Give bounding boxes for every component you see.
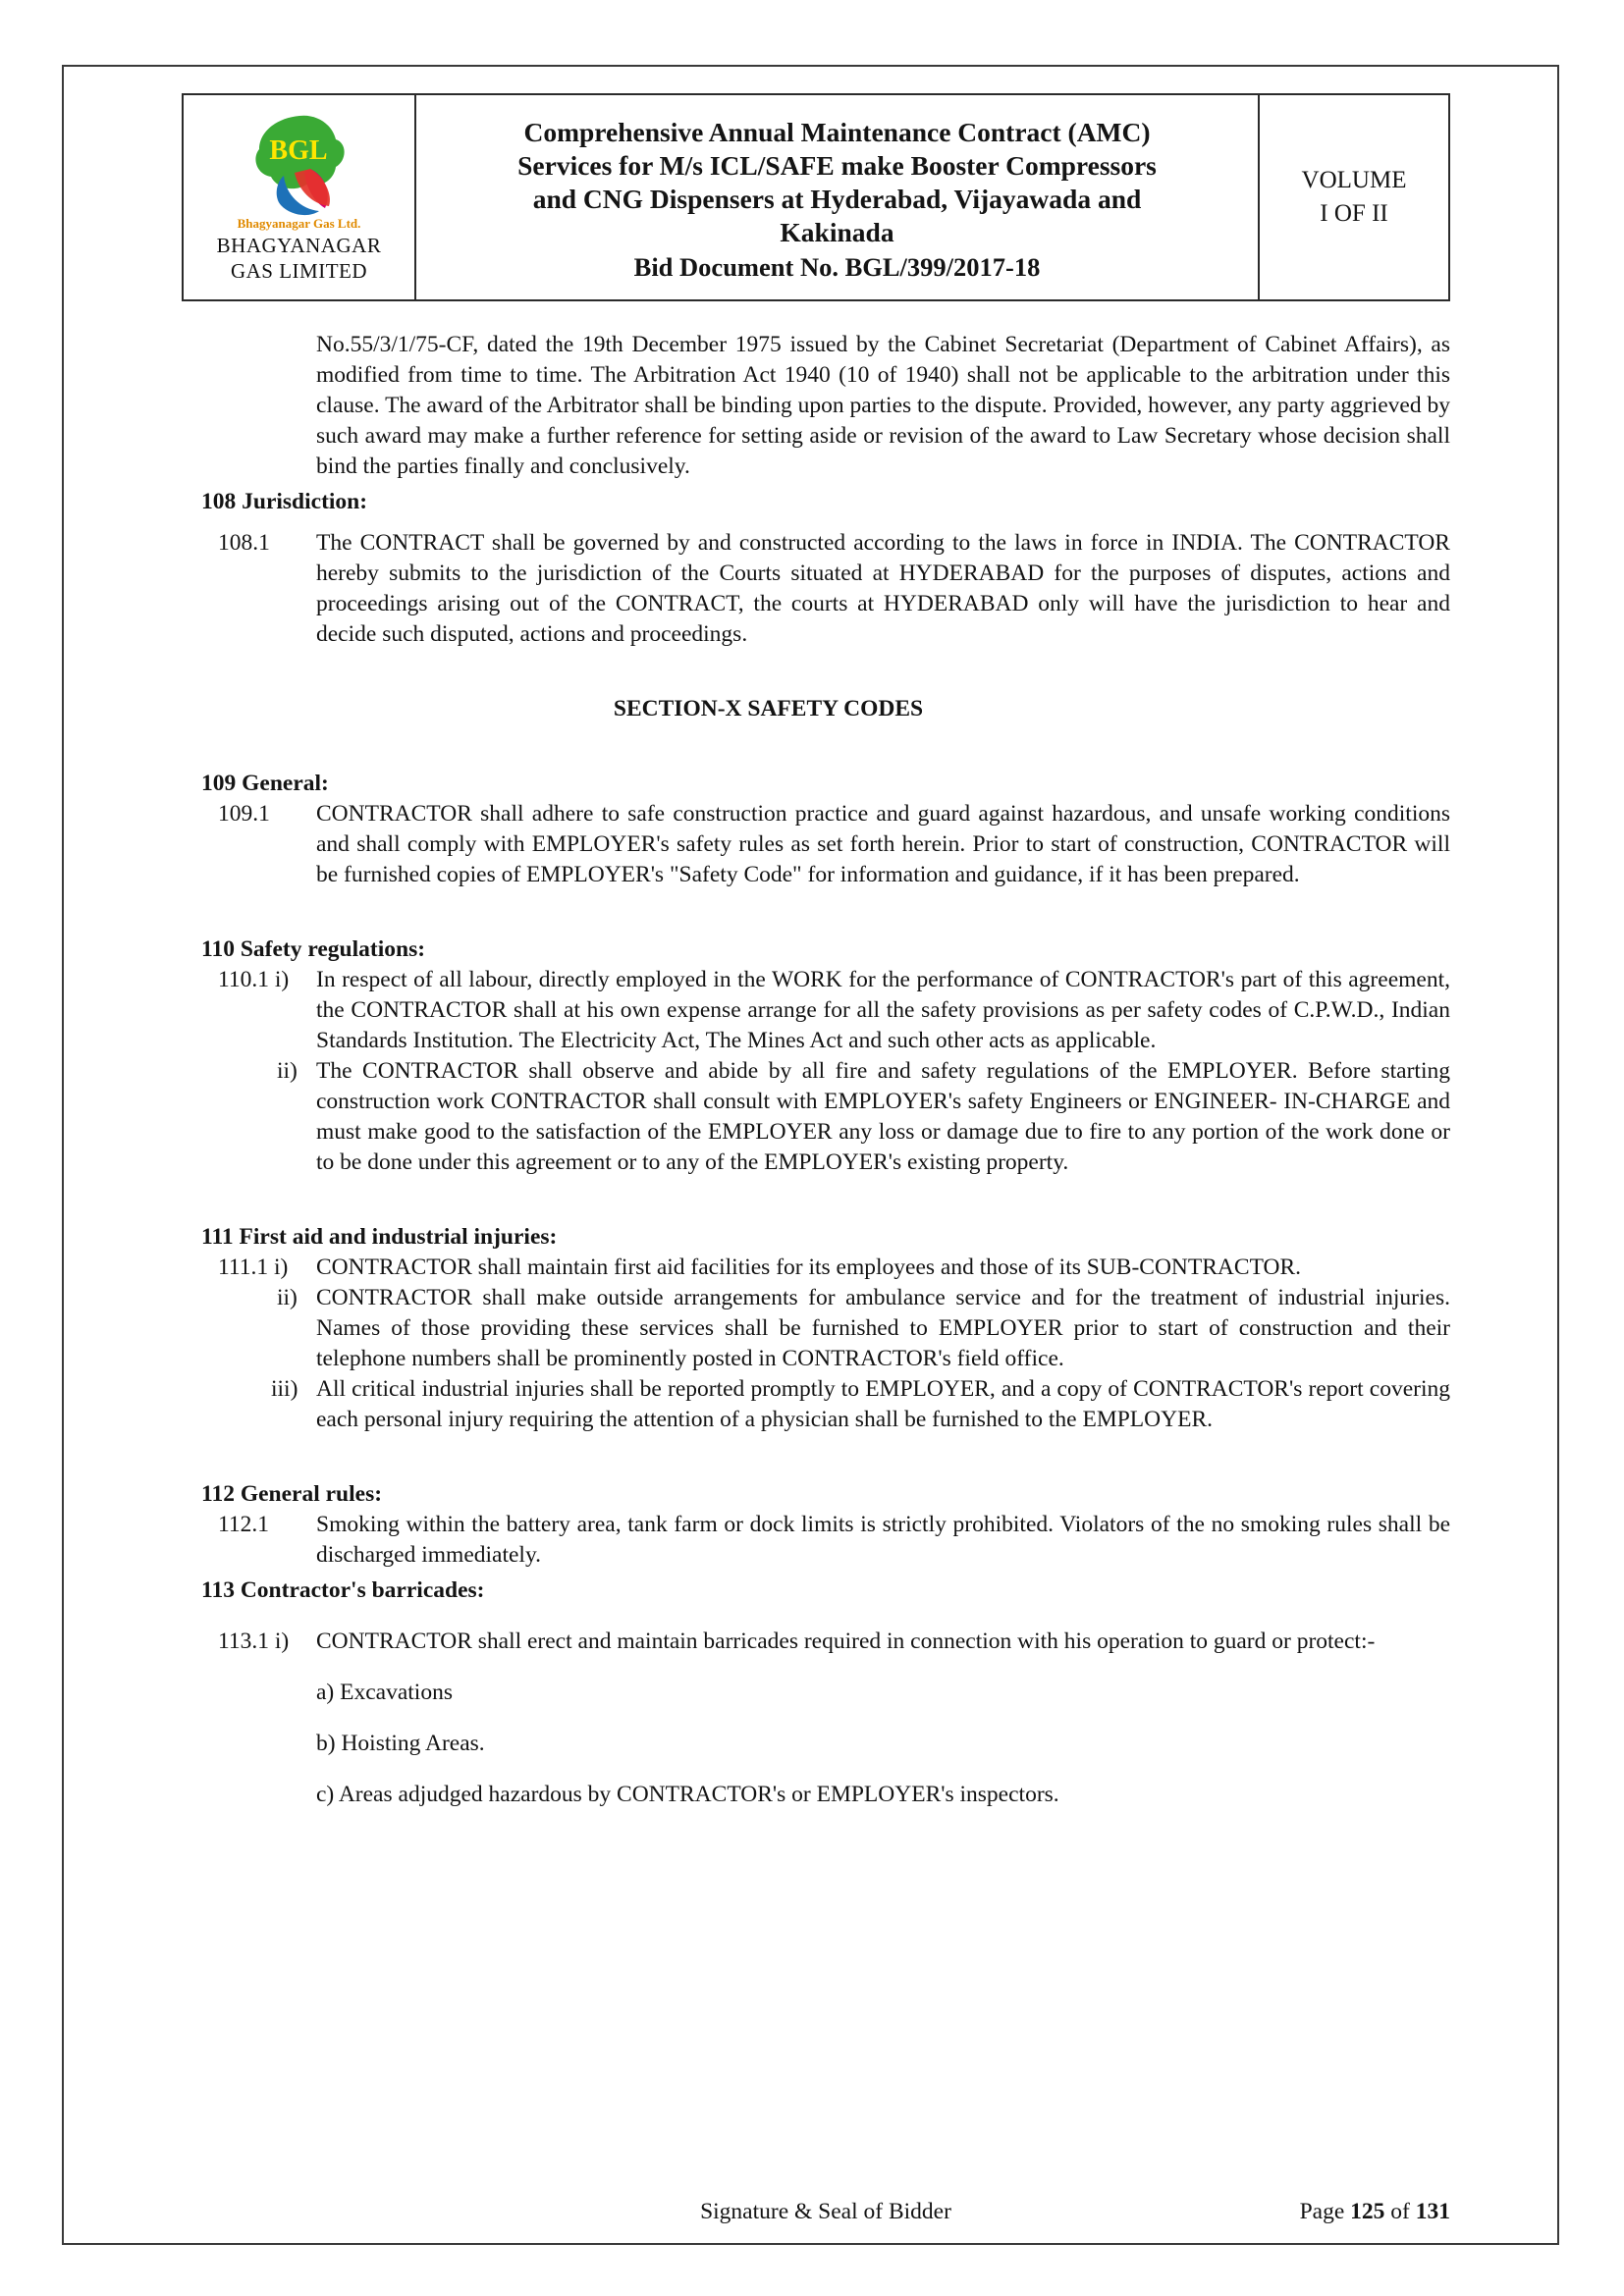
page-of: of (1390, 2199, 1410, 2224)
clause-number: iii) (271, 1376, 298, 1402)
org-name-line2: GAS LIMITED (230, 259, 368, 283)
clause-number: 109.1 (218, 801, 270, 827)
volume-line1: VOLUME (1301, 167, 1407, 194)
clause-text: CONTRACTOR shall make outside arrangements for ambulance service and for the treatment of industrial injuries. Names of those providing these services shall be furnished to EMPLOYER prior to start of construction and their telephone numbers shall be prominently posted in CONTRACTOR's field office. (316, 1285, 1450, 1371)
clause-number: 108.1 (218, 530, 270, 556)
document-title (432, 116, 1242, 248)
org-name-line1: BHAGYANAGAR (216, 233, 382, 257)
clause-text: CONTRACTOR shall maintain first aid facilities for its employees and those of its SUB-CONTRACTOR. (316, 1255, 1302, 1280)
signature-label: Signature & Seal of Bidder (700, 2199, 951, 2224)
clause-number: 110.1 i) (218, 967, 290, 992)
clause-iii (201, 1374, 1450, 1435)
title-cell (416, 95, 1260, 299)
clause-number: 112.1 (218, 1512, 270, 1537)
heading: 110 Safety regulations: (201, 936, 426, 962)
sub: a) Excavations (316, 1680, 453, 1705)
heading: 112 General rules: (201, 1481, 383, 1507)
clause-text: All critical industrial injuries shall be reported promptly to EMPLOYER, and a copy of CONTRACTOR's report covering each personal injury requiring the attention of a physician shall be furnished to the EMPLOYER. (316, 1376, 1450, 1432)
volume-cell (1260, 95, 1448, 299)
clause-112-1 (201, 1510, 1450, 1571)
clause-number: ii) (277, 1285, 298, 1310)
page-total: 131 (1415, 2199, 1450, 2224)
title-line: Services for M/s ICL/SAFE make Booster Compressors (517, 150, 1157, 182)
company-logo-icon (226, 112, 373, 222)
clause-111-1-i (201, 1253, 1450, 1283)
clause-number: 113.1 i) (218, 1629, 290, 1654)
page-number (1300, 2199, 1450, 2225)
clause-number: 111.1 i) (218, 1255, 289, 1280)
title-line: Comprehensive Annual Maintenance Contract (AMC) (523, 117, 1151, 148)
clause-text: Smoking within the battery area, tank farm or dock limits is strictly prohibited. Violators of the no smoking rules shall be discharged immediately. (316, 1512, 1450, 1568)
clause-109-1 (201, 799, 1450, 890)
clause-ii (201, 1283, 1450, 1374)
bid-document-number: Bid Document No. BGL/399/2017-18 (633, 251, 1041, 282)
center-heading: SECTION-X SAFETY CODES (613, 696, 924, 721)
sub: c) Areas adjudged hazardous by CONTRACTOR's or EMPLOYER's inspectors. (316, 1782, 1059, 1807)
page-prefix: Page (1299, 2199, 1345, 2224)
svg-text:BGL: BGL (268, 134, 328, 166)
clause-113-1-i (201, 1627, 1450, 1657)
logo-brand-text: Bhagyanagar Gas Ltd. (237, 215, 361, 231)
document-body (201, 330, 1450, 1810)
heading: 109 General: (201, 771, 329, 796)
title-line: Kakinada (780, 216, 894, 247)
clause-text: The CONTRACT shall be governed by and constructed according to the laws in force in INDIA. The CONTRACTOR hereby submits to the jurisdiction of the Courts situated at HYDERABAD for the purposes of disputes, actions and proceedings arising out of the CONTRACT, the courts at HYDERABAD only will have the jurisdiction to hear and decide such disputed, actions and proceedings. (316, 530, 1450, 647)
clause-110-1-i (201, 965, 1450, 1056)
page-footer (201, 2199, 1450, 2232)
heading: 108 Jurisdiction: (201, 489, 368, 514)
clause-text: CONTRACTOR shall erect and maintain barricades required in connection with his operation to guard or protect:- (316, 1629, 1376, 1654)
page-current: 125 (1350, 2199, 1385, 2224)
clause-number: ii) (277, 1058, 298, 1084)
logo-cell (184, 95, 416, 299)
clause-ii (201, 1056, 1450, 1178)
heading: 111 First aid and industrial injuries: (201, 1224, 558, 1250)
heading: 113 Contractor's barricades: (201, 1577, 485, 1603)
clause-text: The CONTRACTOR shall observe and abide by all fire and safety regulations of the EMPLOYER. Before starting construction work CONTRACTOR shall consult with EMPLOYER's safety Engineers or ENGINEER- IN-CHARGE and must make good to the satisfaction of the EMPLOYER any loss or damage due to fire to any portion of the work done or to be done under this agreement or to any of the EMPLOYER's existing property. (316, 1058, 1450, 1175)
sub: b) Hoisting Areas. (316, 1731, 485, 1756)
header-table (182, 93, 1450, 301)
volume-line2: I OF II (1320, 200, 1388, 227)
clause-108-1 (201, 528, 1450, 650)
clause-text: In respect of all labour, directly employed in the WORK for the performance of CONTRACTOR's part of this agreement, the CONTRACTOR shall at his own expense arrange for all the safety provisions as per safety codes of C.P.W.D., Indian Standards Institution. The Electricity Act, The Mines Act and such other acts as applicable. (316, 967, 1450, 1053)
clause-text: CONTRACTOR shall adhere to safe construction practice and guard against hazardous, and unsafe working conditions and shall comply with EMPLOYER's safety rules as set forth herein. Prior to start of construction, CONTRACTOR will be furnished copies of EMPLOYER's "Safety Code" for information and guidance, if it has been prepared. (316, 801, 1450, 887)
para: No.55/3/1/75-CF, dated the 19th December 1975 issued by the Cabinet Secretariat (Department of Cabinet Affairs), as modified from time to time. The Arbitration Act 1940 (10 of 1940) shall not be applicable to the arbitration under this clause. The award of the Arbitrator shall be binding upon parties to the dispute. Provided, however, any party aggrieved by such award may make a further reference for setting aside or revision of the award to Law Secretary whose decision shall bind the parties finally and conclusively. (316, 332, 1450, 479)
title-line: and CNG Dispensers at Hyderabad, Vijayawada and (532, 184, 1142, 214)
